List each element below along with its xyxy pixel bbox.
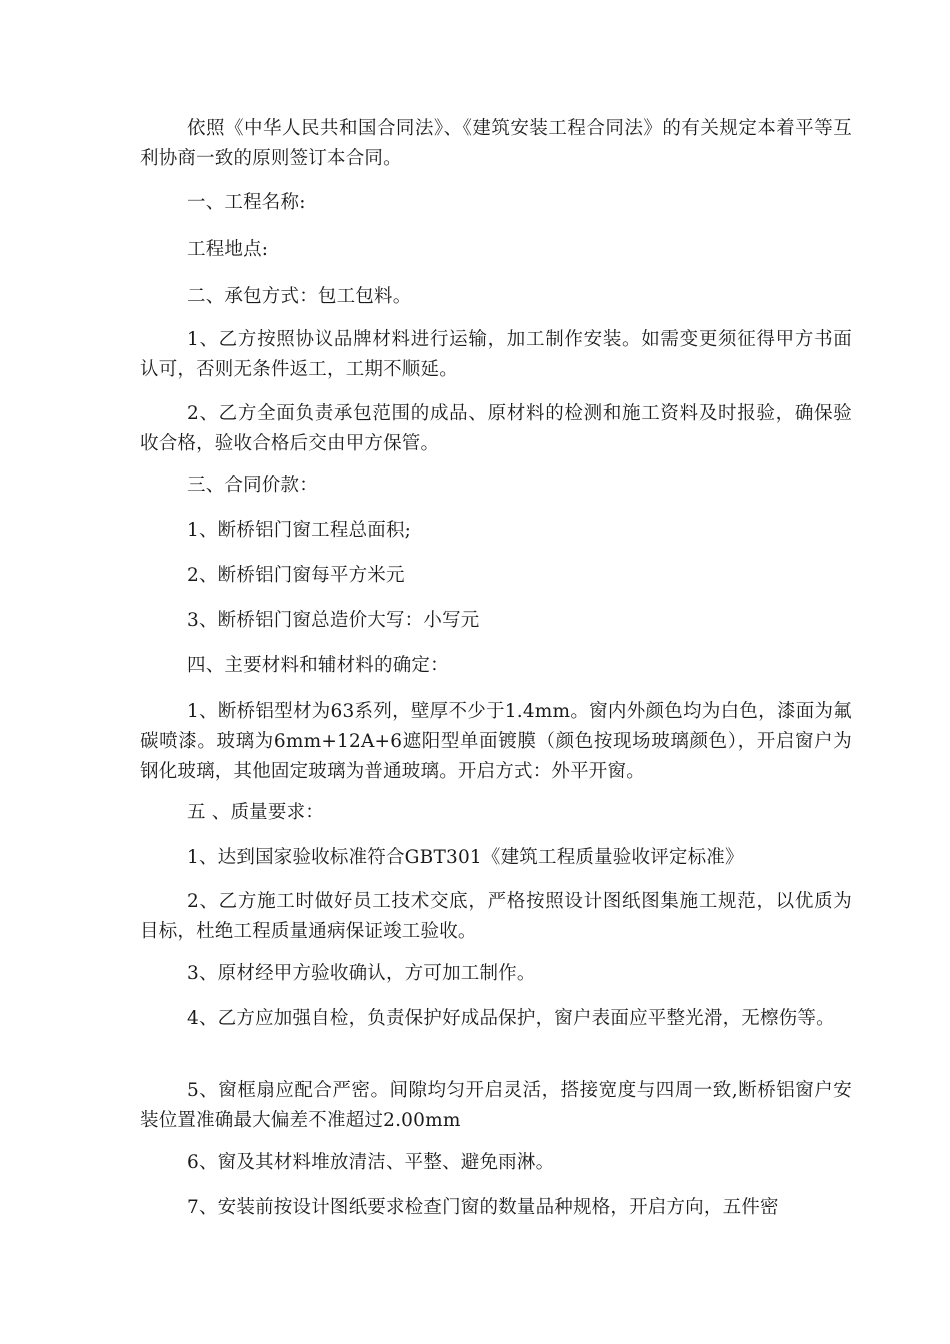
paragraph-5-item-5: 5、窗框扇应配合严密。间隙均匀开启灵活，搭接宽度与四周一致,断桥铝窗户安装位置准确最大偏差不准超过2.00mm (140, 1080, 852, 1131)
paragraph-3-item-3: 3、断桥铝门窗总造价大写：小写元 (187, 610, 480, 631)
paragraph-2-item-2: 2、乙方全面负责承包范围的成品、原材料的检测和施工资料及时报验，确保验收合格，验收合格后交由甲方保管。 (140, 403, 852, 454)
paragraph-5-item-2: 2、乙方施工时做好员工技术交底，严格按照设计图纸图集施工规范，以优质为目标，杜绝工程质量通病保证竣工验收。 (140, 891, 852, 942)
paragraph-section-2-contract-mode: 二、承包方式：包工包料。 (187, 286, 412, 307)
paragraph-section-3-contract-price: 三、合同价款： (187, 475, 318, 496)
paragraph-5-item-7: 7、安装前按设计图纸要求检查门窗的数量品种规格，开启方向，五件密 (187, 1197, 779, 1218)
paragraph-5-item-6: 6、窗及其材料堆放清洁、平整、避免雨淋。 (187, 1152, 555, 1173)
paragraph-preamble: 依照《中华人民共和国合同法》、《建筑安装工程合同法》的有关规定本着平等互利协商一致的原则签订本合同。 (140, 118, 852, 169)
paragraph-4-item-1: 1、断桥铝型材为63系列，壁厚不少于1.4mm。窗内外颜色均为白色，漆面为氟碳喷漆。玻璃为6mm+12A+6遮阳型单面镀膜（颜色按现场玻璃颜色），开启窗户为钢化玻璃，其他固定玻璃为普通玻璃。开启方式：外平开窗。 (140, 701, 852, 782)
paragraph-project-location: 工程地点: (187, 239, 269, 260)
paragraph-2-item-1: 1、乙方按照协议品牌材料进行运输，加工制作安装。如需变更须征得甲方书面认可，否则无条件返工，工期不顺延。 (140, 329, 852, 380)
paragraph-5-item-3: 3、原材经甲方验收确认，方可加工制作。 (187, 963, 536, 984)
paragraph-section-5-quality: 五 、质量要求： (187, 802, 324, 823)
paragraph-section-4-materials: 四、主要材料和辅材料的确定： (187, 655, 449, 676)
paragraph-5-item-1: 1、达到国家验收标准符合GBT301《建筑工程质量验收评定标准》 (187, 847, 744, 868)
paragraph-5-item-4: 4、乙方应加强自检，负责保护好成品保护，窗户表面应平整光滑，无檫伤等。 (187, 1008, 835, 1029)
paragraph-3-item-1: 1、断桥铝门窗工程总面积; (187, 520, 412, 541)
paragraph-section-1-project-name: 一、工程名称: (187, 192, 306, 213)
paragraph-3-item-2: 2、断桥铝门窗每平方米元 (187, 565, 405, 586)
